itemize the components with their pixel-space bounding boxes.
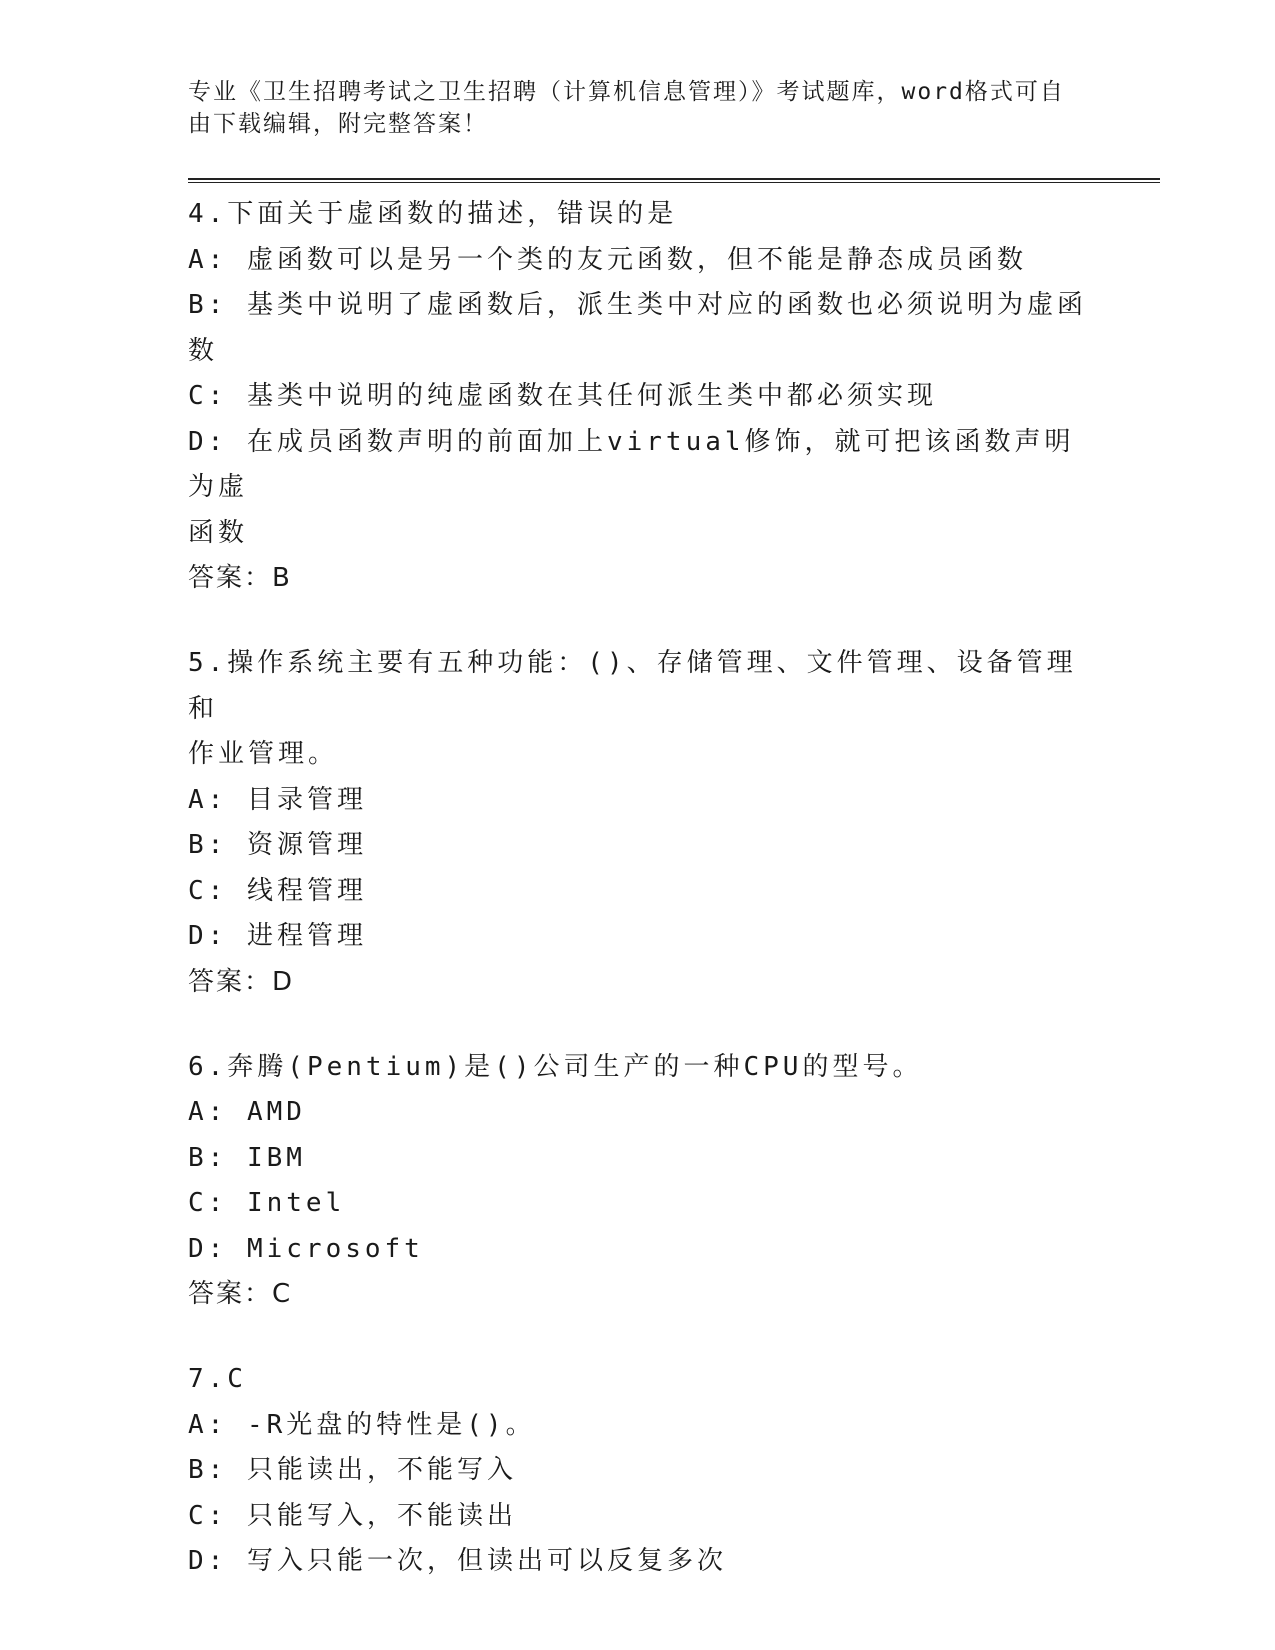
option-c: C: 线程管理: [188, 875, 367, 906]
option-d: D: 写入只能一次，但读出可以反复多次: [188, 1546, 727, 1576]
answer-label: 答案：B: [188, 563, 292, 593]
option-b: B: 基类中说明了虚函数后，派生类中对应的函数也必须说明为虚函数: [188, 290, 1087, 366]
option-a: A: 目录管理: [188, 784, 367, 815]
question-stem: 7.C: [188, 1364, 247, 1394]
option-b: B: 资源管理: [188, 830, 367, 860]
question-6: [188, 1045, 1088, 1318]
header-line-2: 由下载编辑，附完整答案！: [188, 111, 488, 137]
option-b: B: 只能读出，不能写入: [188, 1455, 517, 1485]
option-c: C: 基类中说明的纯虚函数在其任何派生类中都必须实现: [188, 381, 937, 411]
question-stem: 5.操作系统主要有五种功能：()、存储管理、文件管理、设备管理和: [188, 648, 1077, 724]
question-4: [188, 192, 1088, 601]
question-stem-continued: 作业管理。: [188, 739, 339, 769]
header-divider: [188, 178, 1160, 183]
question-stem: 4.下面关于虚函数的描述，错误的是: [188, 199, 678, 229]
option-d: D: 进程管理: [188, 921, 367, 951]
option-d: D: Microsoft: [188, 1233, 424, 1264]
header-line-1: 专业《卫生招聘考试之卫生招聘（计算机信息管理）》考试题库，word格式可自: [188, 79, 1065, 105]
question-list: [188, 192, 1088, 1625]
option-d-continued: 函数: [188, 517, 249, 548]
option-b: B: IBM: [188, 1142, 306, 1173]
document-header: [188, 76, 1068, 140]
option-a: A: AMD: [188, 1097, 306, 1127]
option-a: A: 虚函数可以是另一个类的友元函数，但不能是静态成员函数: [188, 244, 1027, 275]
answer-label: 答案：C: [188, 1279, 293, 1309]
option-c: C: Intel: [188, 1188, 346, 1218]
question-stem: 6.奔腾(Pentium)是()公司生产的一种CPU的型号。: [188, 1051, 923, 1082]
question-5: [188, 641, 1088, 1005]
question-7: [188, 1357, 1088, 1585]
option-a: A: -R光盘的特性是()。: [188, 1409, 536, 1440]
option-c: C: 只能写入，不能读出: [188, 1500, 517, 1531]
option-d: D: 在成员函数声明的前面加上virtual修饰，就可把该函数声明为虚: [188, 426, 1075, 502]
answer-label: 答案：D: [188, 966, 295, 997]
